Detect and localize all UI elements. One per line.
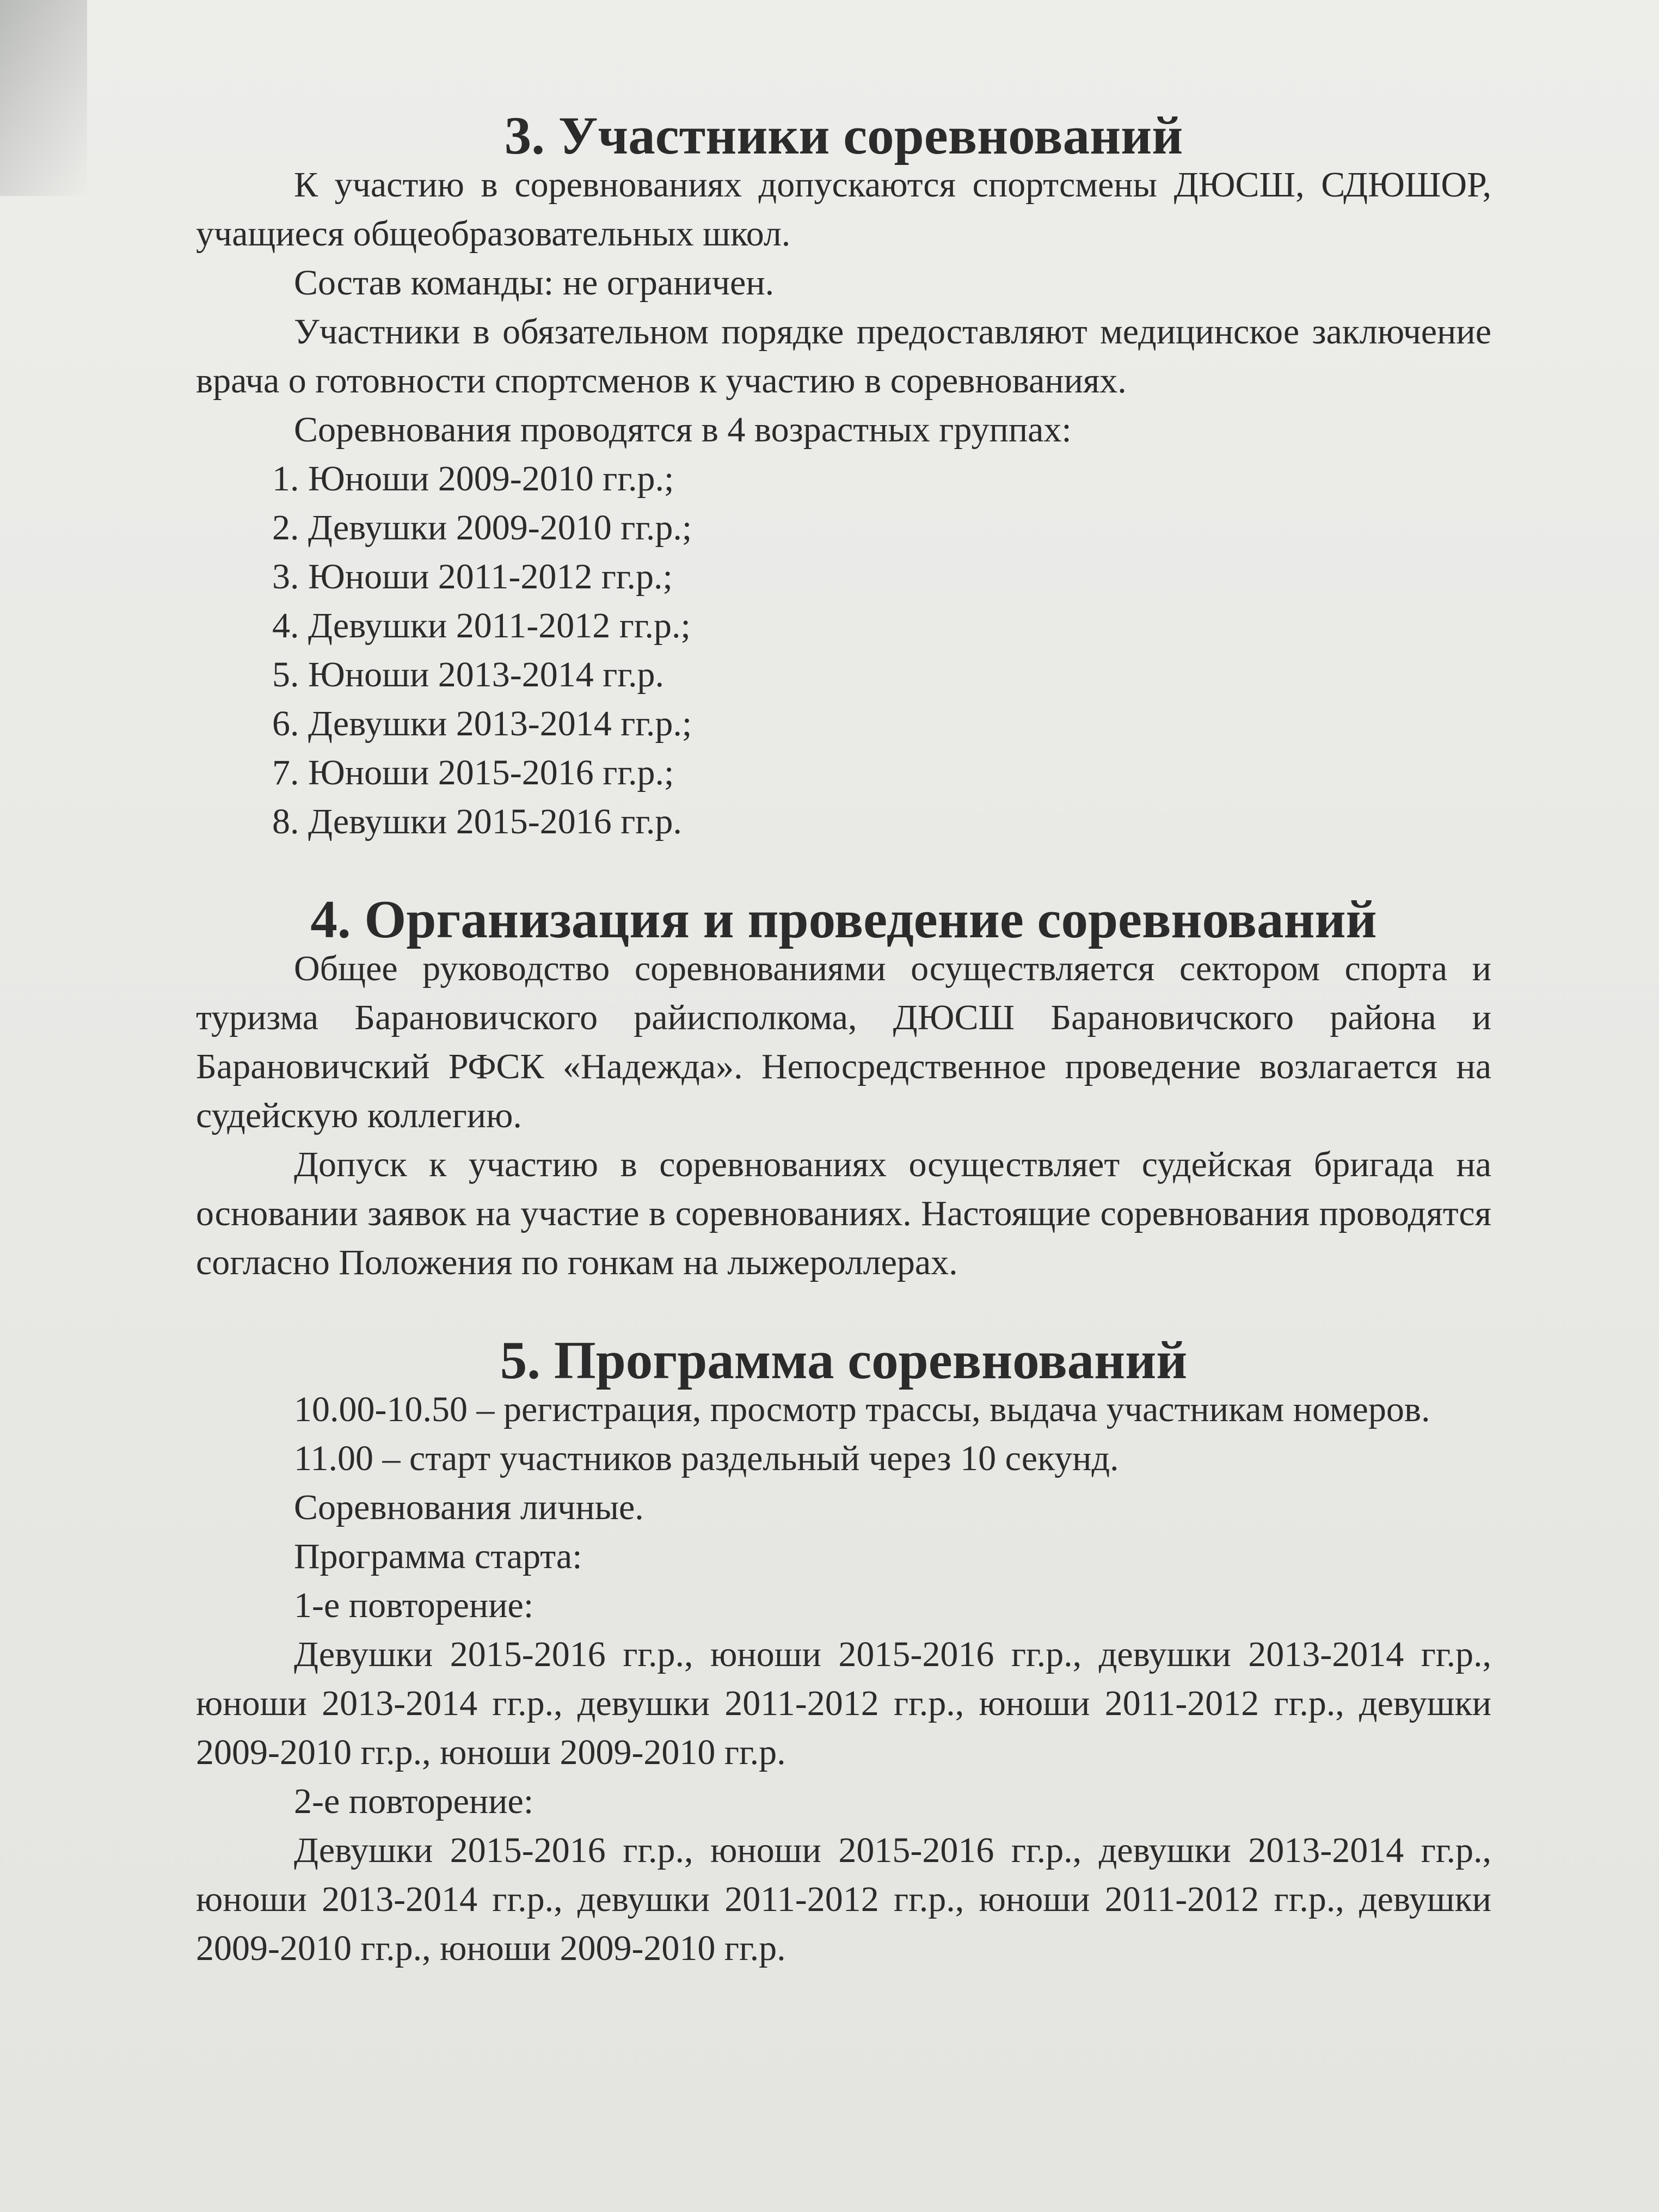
section-5-title: 5. Программа соревнований <box>500 1331 1188 1390</box>
section-5-paragraph-4: Программа старта: <box>294 1537 582 1576</box>
section-4-title: 4. Организация и проведение соревнований <box>310 890 1377 949</box>
age-group-item: 8. Девушки 2015-2016 гг.р. <box>272 802 682 841</box>
section-5-paragraph-2: 11.00 – старт участников раздельный через 10 секунд. <box>294 1439 1119 1478</box>
page-corner-shadow <box>0 0 87 196</box>
age-group-item: 4. Девушки 2011-2012 гг.р.; <box>272 606 691 646</box>
section-3-paragraph-2: Состав команды: не ограничен. <box>294 263 775 303</box>
repetition-2-label: 2-е повторение: <box>294 1781 534 1821</box>
repetition-1-label: 1-е повторение: <box>294 1586 534 1625</box>
section-3-paragraph-3: Участники в обязательном порядке предоставляют медицинское заключение врача о готовности спортсменов к участию в соревнованиях. <box>196 312 1491 401</box>
section-gap <box>196 846 1491 895</box>
age-group-item: 6. Девушки 2013-2014 гг.р.; <box>272 704 692 744</box>
section-5-paragraph-3: Соревнования личные. <box>294 1488 644 1527</box>
section-3-title: 3. Участники соревнований <box>504 106 1183 165</box>
repetition-2-text: Девушки 2015-2016 гг.р., юноши 2015-2016 гг.р., девушки 2013-2014 гг.р., юноши 2013-2014 гг.р., девушки 2011-2012 гг.р., юноши 2011-2012 гг.р., девушки 2009-2010 гг.р., юноши 2009-2010 гг.р. <box>196 1830 1491 1968</box>
age-group-item: 1. Юноши 2009-2010 гг.р.; <box>272 459 674 499</box>
age-groups-list <box>196 454 1491 846</box>
section-3-paragraph-4: Соревнования проводятся в 4 возрастных группах: <box>294 410 1072 450</box>
section-4-paragraph-2: Допуск к участию в соревнованиях осуществляет судейская бригада на основании заявок на участие в соревнованиях. Настоящие соревнования проводятся согласно Положения по гонкам на лыжероллерах. <box>196 1145 1491 1282</box>
section-5-paragraph-1: 10.00-10.50 – регистрация, просмотр трассы, выдача участникам номеров. <box>294 1390 1430 1429</box>
age-group-item: 2. Девушки 2009-2010 гг.р.; <box>272 508 692 548</box>
section-4-paragraph-1: Общее руководство соревнованиями осуществляется сектором спорта и туризма Барановичского райисполкома, ДЮСШ Барановичского района и Барановичский РФСК «Надежда». Непосредственное проведение возлагается на судейскую коллегию. <box>196 949 1491 1135</box>
age-group-item: 7. Юноши 2015-2016 гг.р.; <box>272 753 674 792</box>
age-group-item: 5. Юноши 2013-2014 гг.р. <box>272 655 664 695</box>
section-gap <box>196 1287 1491 1336</box>
age-group-item: 3. Юноши 2011-2012 гг.р.; <box>272 557 673 597</box>
document-content <box>196 106 1491 1973</box>
repetition-1-text: Девушки 2015-2016 гг.р., юноши 2015-2016 гг.р., девушки 2013-2014 гг.р., юноши 2013-2014 гг.р., девушки 2011-2012 гг.р., юноши 2011-2012 гг.р., девушки 2009-2010 гг.р., юноши 2009-2010 гг.р. <box>196 1635 1491 1772</box>
section-3-paragraph-1: К участию в соревнованиях допускаются спортсмены ДЮСШ, СДЮШОР, учащиеся общеобразовательных школ. <box>196 165 1491 254</box>
